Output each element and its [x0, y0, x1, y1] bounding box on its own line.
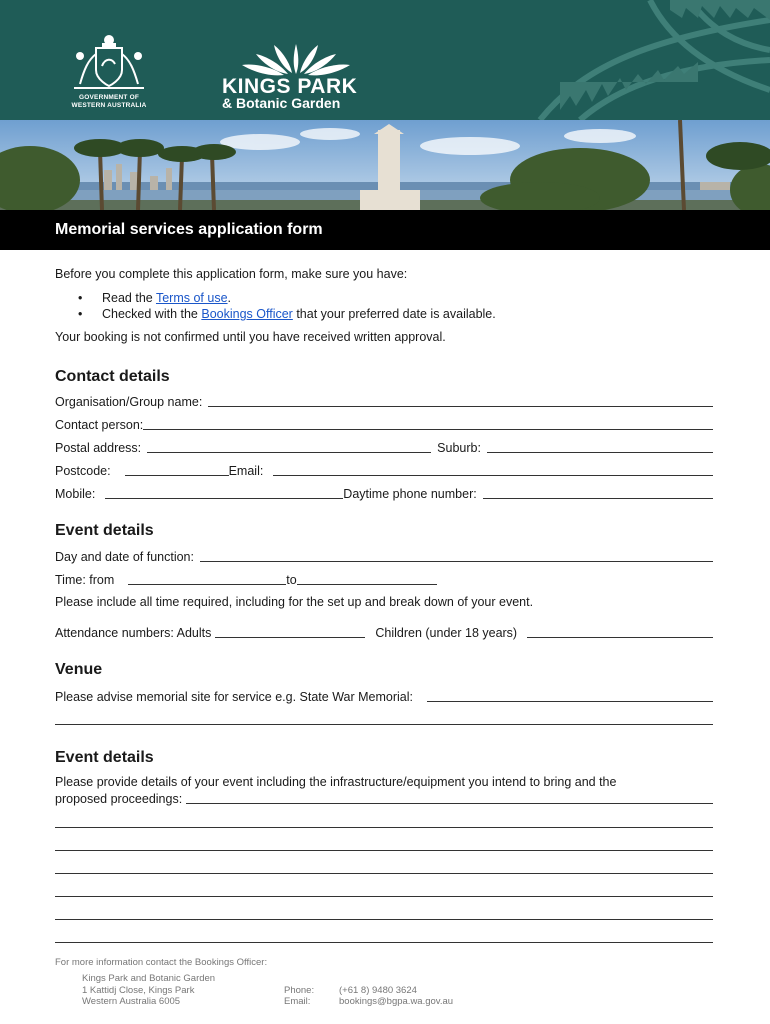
footer-email[interactable]: bookings@bgpa.wa.gov.au	[339, 996, 454, 1007]
kings-park-logo	[222, 40, 367, 115]
email-label: Email:	[228, 464, 264, 478]
memorial-site-field-line2[interactable]	[55, 723, 713, 725]
contact-person-label: Contact person:	[55, 418, 144, 432]
bullet-2-end: that your preferred date is available.	[292, 307, 496, 321]
children-label: Children (under 18 years)	[375, 626, 518, 640]
proceedings-line-5[interactable]	[55, 895, 713, 897]
form-title: Memorial services application form	[55, 221, 323, 238]
attendance-row	[55, 624, 713, 640]
adults-label: Attendance numbers: Adults	[55, 626, 212, 640]
footer-contact-values	[339, 985, 453, 1008]
footer-email-label: Email:	[284, 996, 311, 1007]
mobile-label: Mobile:	[55, 487, 96, 501]
email-field[interactable]	[273, 463, 713, 476]
proceedings-prompt-line2: proposed proceedings:	[55, 792, 183, 806]
bullet-2-text: Checked with the	[102, 307, 202, 321]
daytime-phone-field[interactable]	[483, 486, 713, 499]
form-title-bar	[0, 210, 770, 250]
government-wa-logo	[66, 34, 152, 114]
intro-note: Your booking is not confirmed until you have received written approval.	[55, 330, 446, 344]
footer-heading: For more information contact the Bookings Officer:	[55, 957, 268, 968]
postcode-email-row	[55, 462, 713, 478]
terms-of-use-link[interactable]: Terms of use	[155, 291, 228, 305]
proceedings-line-4[interactable]	[55, 872, 713, 874]
memorial-site-row	[55, 688, 713, 704]
footer-phone-label: Phone:	[284, 984, 315, 996]
page-header	[0, 0, 770, 120]
children-field[interactable]	[527, 625, 713, 638]
event-proceedings-heading: Event details	[55, 749, 154, 766]
intro-lead: Before you complete this application form, make sure you have:	[55, 267, 408, 281]
postal-address-row	[55, 439, 713, 455]
footer-address-line1: Kings Park and Botanic Garden	[82, 973, 216, 984]
bookings-officer-link[interactable]: Bookings Officer	[201, 307, 293, 321]
proceedings-field[interactable]	[186, 791, 713, 804]
daytime-phone-label: Daytime phone number:	[343, 487, 477, 501]
gov-logo-line1: GOVERNMENT OF	[78, 94, 140, 101]
time-note: Please include all time required, including for the set up and break down of your event.	[55, 595, 534, 609]
postal-address-field[interactable]	[147, 440, 431, 453]
mobile-field[interactable]	[105, 486, 343, 499]
bullet-1-end: .	[227, 291, 232, 305]
proceedings-line-6[interactable]	[55, 918, 713, 920]
footer-address	[82, 973, 215, 1008]
time-row	[55, 571, 437, 587]
bullet-dot-2: •	[78, 307, 83, 321]
function-date-row	[55, 548, 713, 564]
adults-field[interactable]	[215, 625, 365, 638]
postal-address-label: Postal address:	[55, 441, 142, 455]
gov-logo-line2: WESTERN AUSTRALIA	[71, 102, 147, 109]
proceedings-prompt-line1: Please provide details of your event including the infrastructure/equipment you intend to bring and the	[55, 775, 617, 789]
government-wa-text	[66, 94, 152, 110]
banksia-leaf-graphic	[520, 0, 770, 120]
footer-phone: (+61 8) 9480 3624	[339, 984, 417, 996]
org-name-row	[55, 393, 713, 409]
proceedings-line-3[interactable]	[55, 849, 713, 851]
time-from-field[interactable]	[128, 572, 286, 585]
bullet-dot-1: •	[78, 291, 83, 305]
postcode-label: Postcode:	[55, 464, 111, 478]
kings-park-flower-icon	[236, 40, 356, 76]
brand-title: KINGS PARK	[222, 75, 358, 98]
venue-heading: Venue	[55, 661, 103, 678]
proceedings-line-2[interactable]	[55, 826, 713, 828]
memorial-site-field[interactable]	[427, 689, 713, 702]
time-to-label: to	[286, 573, 297, 587]
suburb-field[interactable]	[487, 440, 713, 453]
contact-person-row	[55, 416, 713, 432]
function-date-label: Day and date of function:	[55, 550, 194, 564]
bullet-1	[102, 290, 231, 306]
footer-address-line3: Western Australia 6005	[82, 996, 181, 1007]
bullet-2	[102, 306, 496, 322]
org-name-field[interactable]	[208, 394, 713, 407]
contact-details-heading: Contact details	[55, 368, 170, 385]
kings-park-photo	[0, 120, 770, 210]
brand-subtitle: & Botanic Garden	[222, 95, 341, 111]
memorial-site-label: Please advise memorial site for service e.g. State War Memorial:	[55, 690, 413, 704]
footer-address-line2: 1 Kattidj Close, Kings Park	[82, 984, 195, 996]
proceedings-line-7[interactable]	[55, 941, 713, 943]
mobile-phone-row	[55, 485, 713, 501]
landscape-photo-graphic	[0, 120, 770, 210]
function-date-field[interactable]	[200, 549, 713, 562]
event-details-heading: Event details	[55, 522, 154, 539]
coat-of-arms-icon	[66, 34, 152, 92]
suburb-label: Suburb:	[437, 441, 481, 455]
footer-contact-labels	[284, 985, 314, 1008]
org-name-label: Organisation/Group name:	[55, 395, 203, 409]
time-to-field[interactable]	[297, 572, 437, 585]
bullet-1-text: Read the	[102, 291, 156, 305]
proceedings-row	[55, 790, 713, 806]
contact-person-field[interactable]	[143, 417, 713, 430]
time-from-label: Time: from	[55, 573, 115, 587]
postcode-field[interactable]	[125, 463, 229, 476]
